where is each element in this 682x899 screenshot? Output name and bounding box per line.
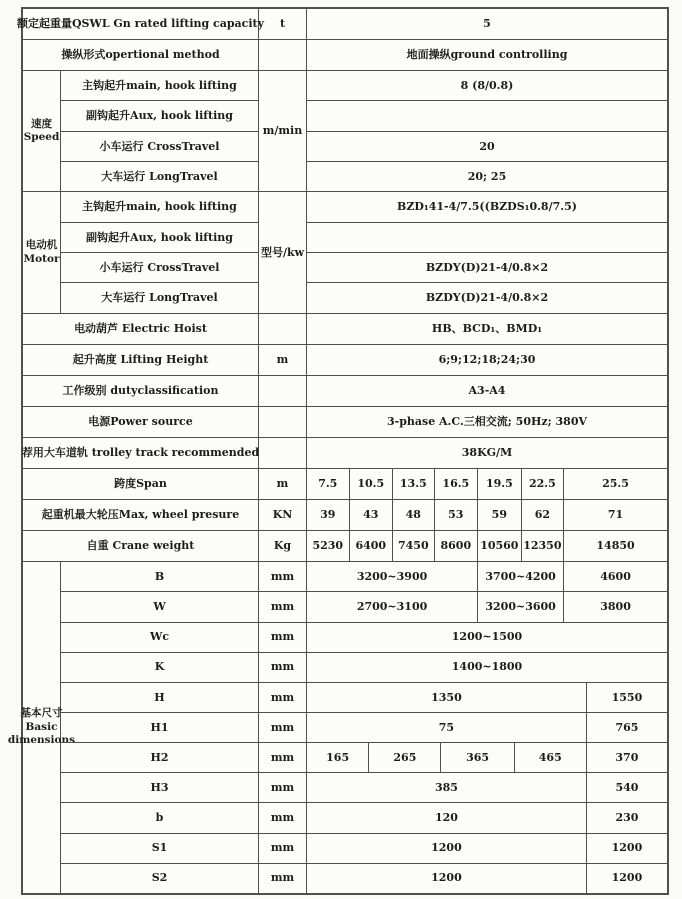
row-label: 荐用大车道轨 trolley track recommended bbox=[23, 438, 259, 468]
value-cell: 230 bbox=[615, 811, 639, 825]
value-row bbox=[307, 9, 667, 39]
group-label-line: 速度 bbox=[31, 117, 52, 130]
table-row bbox=[61, 864, 667, 893]
value-cell: 75 bbox=[307, 713, 587, 742]
row-label: K bbox=[61, 653, 259, 682]
section-span bbox=[23, 469, 667, 500]
row-labels-column bbox=[61, 71, 259, 191]
value-row bbox=[307, 223, 667, 253]
value-cell: 13.5 bbox=[393, 469, 435, 499]
unit-cell bbox=[259, 40, 307, 70]
unit-cell: mm bbox=[259, 743, 307, 772]
value-cell: 3-phase A.C.三相交流; 50Hz; 380V bbox=[386, 415, 588, 429]
group-cell bbox=[7, 562, 76, 893]
value-cell: 2700~3100 bbox=[307, 592, 478, 621]
row-label: 小车运行 CrossTravel bbox=[61, 132, 258, 162]
group-label-line: Speed bbox=[23, 131, 60, 144]
unit-cell: KN bbox=[259, 500, 307, 530]
crane-spec-table bbox=[7, 7, 669, 895]
value-cell: 1200 bbox=[307, 834, 587, 863]
value-cell: 53 bbox=[435, 500, 479, 530]
row-label: 操纵形式opertional method bbox=[23, 40, 259, 70]
unit-cell: m/min bbox=[259, 71, 307, 191]
unit-cell: mm bbox=[259, 592, 307, 621]
value-cell: 1200 bbox=[611, 841, 643, 855]
value-cell: 59 bbox=[478, 500, 522, 530]
unit-cell bbox=[259, 314, 307, 344]
row-label: H2 bbox=[61, 743, 259, 772]
row-label: W bbox=[61, 592, 259, 621]
unit-cell: t bbox=[259, 9, 307, 39]
unit-cell: 型号/kw bbox=[259, 192, 307, 312]
value-cell: 370 bbox=[615, 750, 639, 764]
value-cell: A3-A4 bbox=[468, 383, 506, 397]
row-label: 主钩起升main, hook lifting bbox=[61, 71, 258, 101]
row-label: H bbox=[61, 683, 259, 712]
value-row bbox=[307, 653, 667, 682]
value-cell: 7.5 bbox=[307, 469, 350, 499]
section-speed bbox=[23, 71, 667, 192]
value-cell: 3200~3900 bbox=[307, 562, 478, 591]
value-row bbox=[307, 438, 667, 468]
value-row bbox=[307, 314, 667, 344]
row-label: 大车运行 LongTravel bbox=[101, 169, 218, 183]
value-cell: 540 bbox=[615, 780, 639, 794]
table-row bbox=[61, 623, 667, 653]
value-cell: 22.5 bbox=[522, 469, 565, 499]
value-row bbox=[307, 773, 667, 802]
value-row bbox=[307, 683, 667, 712]
value-row bbox=[307, 162, 667, 191]
value-cell: 6400 bbox=[350, 531, 394, 561]
row-label: 电源Power source bbox=[23, 407, 259, 437]
unit-cell: m bbox=[259, 345, 307, 375]
row-label: 工作级别 dutyclassification bbox=[23, 376, 259, 406]
value-row bbox=[307, 713, 667, 742]
row-label: S2 bbox=[61, 864, 259, 893]
value-row bbox=[307, 864, 667, 893]
section-lifting-height bbox=[23, 345, 667, 376]
value-cell: 8 (8/0.8) bbox=[460, 78, 514, 92]
value-cell: 10.5 bbox=[350, 469, 394, 499]
section-max-wheel-pressure bbox=[23, 500, 667, 531]
value-cell: 165 bbox=[307, 743, 369, 772]
value-cell: 3700~4200 bbox=[478, 562, 564, 591]
value-cell: 39 bbox=[307, 500, 350, 530]
table-row bbox=[61, 683, 667, 713]
unit-cell: mm bbox=[259, 562, 307, 591]
unit-cell: mm bbox=[259, 834, 307, 863]
unit-cell bbox=[259, 407, 307, 437]
value-cell: 5230 bbox=[307, 531, 350, 561]
section-duty-classification bbox=[23, 376, 667, 407]
value-cell: 48 bbox=[393, 500, 435, 530]
value-cell bbox=[307, 101, 667, 130]
value-cell: 43 bbox=[350, 500, 394, 530]
value-row bbox=[307, 345, 667, 375]
unit-cell: Kg bbox=[259, 531, 307, 561]
value-cell: 62 bbox=[522, 500, 565, 530]
value-cell: 1550 bbox=[611, 690, 643, 704]
section-crane-weight bbox=[23, 531, 667, 562]
value-cell: 16.5 bbox=[435, 469, 479, 499]
table-row bbox=[61, 803, 667, 833]
row-label: 电动葫芦 Electric Hoist bbox=[23, 314, 259, 344]
value-cell: 8600 bbox=[435, 531, 479, 561]
value-cell: 5 bbox=[483, 17, 491, 31]
value-cell: 265 bbox=[369, 743, 441, 772]
section-operational-method bbox=[23, 40, 667, 71]
value-row bbox=[307, 376, 667, 406]
section-motor bbox=[23, 192, 667, 313]
value-cell: 1400~1800 bbox=[451, 660, 523, 674]
unit-cell: mm bbox=[259, 623, 307, 652]
row-label: 额定起重量QSWL Gn rated lifting capacity bbox=[23, 9, 259, 39]
row-label: 起重机最大轮压Max, wheel presure bbox=[23, 500, 259, 530]
table-row bbox=[61, 653, 667, 683]
group-label-line: Basic bbox=[25, 720, 58, 733]
group-cell bbox=[23, 192, 61, 312]
value-cell: 10560 bbox=[478, 531, 522, 561]
value-cell: 71 bbox=[607, 508, 624, 522]
dimension-rows bbox=[61, 562, 667, 893]
group-label-line: dimensions bbox=[7, 734, 76, 747]
value-row bbox=[307, 803, 667, 832]
value-cell: BZDY(D)21-4/0.8×2 bbox=[425, 291, 549, 305]
section-electric-hoist bbox=[23, 314, 667, 345]
row-label: Wc bbox=[61, 623, 259, 652]
value-cell: BZD₁41-4/7.5((BZDS₁0.8/7.5) bbox=[397, 200, 577, 214]
unit-cell: mm bbox=[259, 864, 307, 893]
value-row bbox=[307, 623, 667, 652]
values-column bbox=[307, 192, 667, 312]
value-cell: 地面操纵ground controlling bbox=[406, 48, 568, 62]
row-label: 自重 Crane weight bbox=[23, 531, 259, 561]
section-basic-dimensions bbox=[7, 562, 667, 893]
value-cell: 3200~3600 bbox=[478, 592, 564, 621]
value-cell: 25.5 bbox=[602, 477, 629, 491]
value-cell: 20; 25 bbox=[467, 169, 507, 183]
row-label: b bbox=[61, 803, 259, 832]
section-trolley-track bbox=[23, 438, 667, 469]
value-cell: 38KG/M bbox=[461, 446, 513, 460]
unit-cell: mm bbox=[259, 773, 307, 802]
row-label: S1 bbox=[61, 834, 259, 863]
value-cell: 7450 bbox=[393, 531, 435, 561]
value-row bbox=[307, 500, 667, 530]
value-cell: HB、BCD₁、BMD₁ bbox=[431, 321, 543, 335]
value-row bbox=[307, 192, 667, 222]
value-row bbox=[307, 101, 667, 131]
value-cell: 19.5 bbox=[478, 469, 522, 499]
value-row bbox=[307, 40, 667, 70]
value-row bbox=[307, 407, 667, 437]
value-cell: 6;9;12;18;24;30 bbox=[438, 352, 536, 366]
value-cell: 20 bbox=[479, 139, 495, 153]
section-power-source bbox=[23, 407, 667, 438]
unit-cell: mm bbox=[259, 803, 307, 832]
row-label: 副钩起升Aux, hook lifting bbox=[61, 101, 258, 131]
group-label-line: 基本尺寸 bbox=[20, 707, 63, 720]
row-label: 跨度Span bbox=[23, 469, 259, 499]
value-cell: 1200 bbox=[611, 871, 643, 885]
table-row bbox=[61, 834, 667, 864]
value-cell: BZDY(D)21-4/0.8×2 bbox=[425, 260, 549, 274]
value-row bbox=[307, 834, 667, 863]
value-cell: 1350 bbox=[307, 683, 587, 712]
table-row bbox=[61, 562, 667, 592]
value-row bbox=[307, 743, 667, 772]
row-label: 大车运行 LongTravel bbox=[101, 291, 218, 305]
value-row bbox=[307, 469, 667, 499]
value-cell: 12350 bbox=[522, 531, 565, 561]
value-cell: 365 bbox=[441, 743, 514, 772]
value-row bbox=[307, 562, 667, 591]
row-label: 小车运行 CrossTravel bbox=[61, 253, 258, 283]
unit-cell: mm bbox=[259, 653, 307, 682]
value-cell: 385 bbox=[307, 773, 587, 802]
group-cell bbox=[23, 71, 61, 191]
values-column bbox=[307, 71, 667, 191]
group-label-line: 电动机 bbox=[25, 238, 58, 251]
table-row bbox=[61, 743, 667, 773]
value-row bbox=[307, 283, 667, 312]
value-row bbox=[307, 71, 667, 101]
group-label-line: Motor bbox=[23, 252, 60, 265]
value-row bbox=[307, 531, 667, 561]
row-label: 主钩起升main, hook lifting bbox=[61, 192, 258, 222]
row-labels-column bbox=[61, 192, 259, 312]
value-cell: 1200 bbox=[307, 864, 587, 893]
value-row bbox=[307, 253, 667, 283]
value-cell: 465 bbox=[515, 743, 587, 772]
table-row bbox=[61, 592, 667, 622]
unit-cell: mm bbox=[259, 713, 307, 742]
table-row bbox=[61, 773, 667, 803]
row-label: B bbox=[61, 562, 259, 591]
section-rated-capacity bbox=[16, 9, 667, 40]
row-label: H1 bbox=[61, 713, 259, 742]
row-label: 副钩起升Aux, hook lifting bbox=[61, 223, 258, 253]
value-row bbox=[307, 592, 667, 621]
unit-cell bbox=[259, 376, 307, 406]
table-row bbox=[61, 713, 667, 743]
value-cell bbox=[307, 223, 667, 252]
value-cell: 4600 bbox=[600, 569, 631, 583]
row-label: 起升高度 Lifting Height bbox=[23, 345, 259, 375]
value-cell: 1200~1500 bbox=[451, 630, 523, 644]
unit-cell: m bbox=[259, 469, 307, 499]
value-cell: 14850 bbox=[596, 539, 635, 553]
unit-cell bbox=[259, 438, 307, 468]
value-row bbox=[307, 132, 667, 162]
value-cell: 765 bbox=[615, 720, 639, 734]
value-cell: 3800 bbox=[600, 600, 631, 614]
row-label: H3 bbox=[61, 773, 259, 802]
value-cell: 120 bbox=[307, 803, 587, 832]
unit-cell: mm bbox=[259, 683, 307, 712]
